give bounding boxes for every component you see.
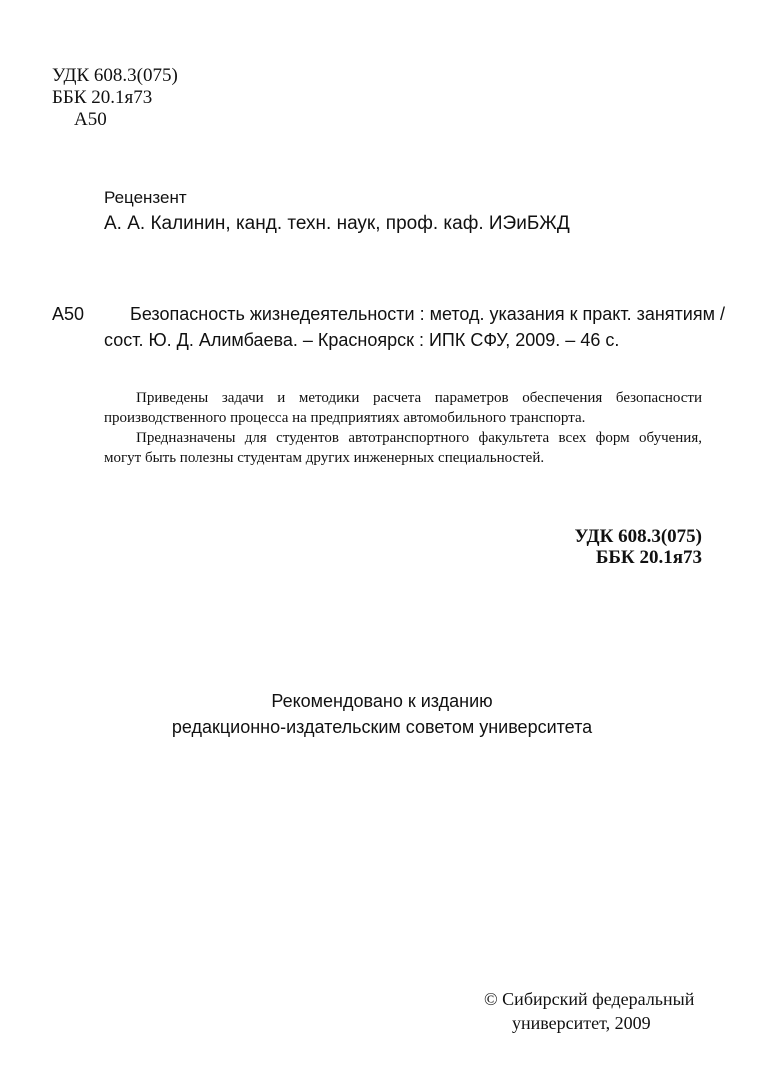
annotation-paragraph-1: Приведены задачи и методики расчета параметров обеспечения безопасности производственного процесса на предприятиях автомобильного транспорта. — [104, 390, 702, 426]
biblio-author-mark: А50 — [52, 304, 85, 324]
reviewer-label: Рецензент — [104, 188, 187, 207]
biblio-line-1: Безопасность жизнедеятельности : метод. указания к практ. занятиям / — [130, 304, 725, 324]
annotation-paragraph-2: Предназначены для студентов автотранспортного факультета всех форм обучения, могут быть полезны студентам других инженерных специальностей. — [104, 430, 702, 466]
copyright-line-1: © Сибирский федеральный — [484, 989, 695, 1009]
recommendation — [0, 688, 764, 740]
bbk-bottom: ББК 20.1я73 — [595, 547, 702, 568]
udk-top: УДК 608.3(075) — [52, 65, 178, 86]
copyright-line-2: университет, 2009 — [512, 1013, 651, 1033]
udk-bottom: УДК 608.3(075) — [574, 526, 702, 547]
biblio-line-2: сост. Ю. Д. Алимбаева. – Красноярск : ИПК СФУ, 2009. – 46 с. — [104, 330, 620, 350]
author-mark-top: А50 — [74, 109, 107, 130]
annotation — [104, 388, 702, 468]
recommendation-line-2: редакционно-издательским советом университета — [171, 717, 593, 737]
bbk-top: ББК 20.1я73 — [52, 87, 153, 108]
reviewer-name: А. А. Калинин, канд. техн. наук, проф. каф. ИЭиБЖД — [104, 213, 570, 234]
recommendation-line-1: Рекомендовано к изданию — [271, 691, 493, 711]
